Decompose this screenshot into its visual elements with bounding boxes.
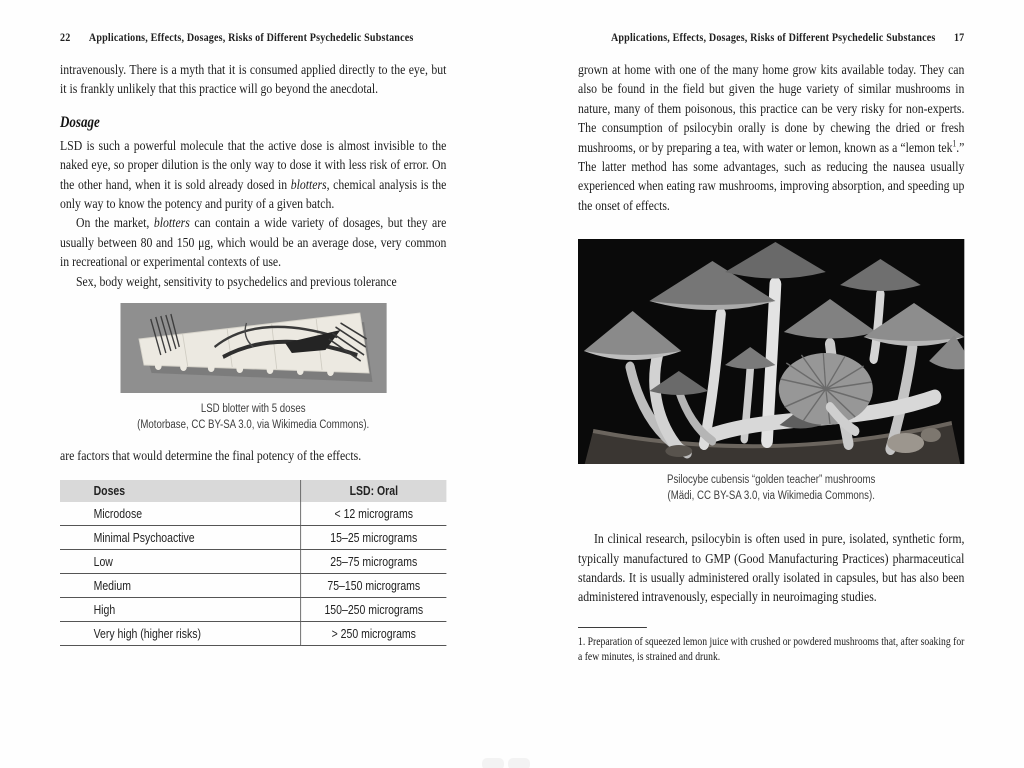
table-row [60,598,446,622]
page-number-right: 17 [953,30,965,44]
paragraph-lsd-dose: LSD is such a powerful molecule that the active dose is almost invisible to the naked eye, so proper dilution is the only way to dose it with less risk of error. On the other hand, when it is sold already dosed in blotters, chemical analysis is the only way to know the potency and purity of a given batch. [60,138,447,213]
blotter-caption [120,402,386,433]
reader-nav-nub-left[interactable] [482,758,504,768]
table-cell-amount: 25–75 micrograms [301,550,447,574]
running-title-left: Applications, Effects, Dosages, Risks of Different Psychedelic Substances [88,30,414,44]
table-cell-amount: 75–150 micrograms [301,574,447,598]
blotter-figure [120,303,386,433]
dose-table [60,480,446,646]
left-page [60,30,446,646]
table-cell-amount: 15–25 micrograms [301,526,447,550]
paragraph-clinical-research: In clinical research, psilocybin is often used in pure, isolated, synthetic form, typically manufactured to GMP (Good Manufacturing Practices) pharmaceutical standards. It is usually administered orally isolated in capsules, but has also been administered intravenously, especially in neuroimaging studies. [578,532,965,606]
dosage-heading: Dosage [60,113,100,131]
dose-table-header-doses: Doses [60,480,301,502]
table-cell-dose: Medium [60,574,301,598]
right-page [578,30,965,666]
dose-table-header-oral: LSD: Oral [301,480,447,502]
table-cell-dose: Minimal Psychoactive [60,526,301,550]
table-row [60,502,446,526]
dose-table-header-row [60,480,446,502]
paragraph-market: On the market, blotters can contain a wide variety of dosages, but they are usually between 80 and 150 μg, which would be an average dose, very common in recreational or experimental contexts of use. [60,216,447,271]
blotter-caption-line2: (Motorbase, CC BY-SA 3.0, via Wikimedia Commons). [137,418,370,431]
table-cell-amount: 150–250 micrograms [301,598,447,622]
table-cell-dose: Low [60,550,301,574]
table-cell-amount: < 12 micrograms [301,502,447,526]
mushroom-caption-line1: Psilocybe cubensis “golden teacher” mushrooms [667,474,876,487]
running-head-right [578,30,964,45]
running-title-right: Applications, Effects, Dosages, Risks of Different Psychedelic Substances [610,30,936,44]
table-row [60,550,446,574]
blotter-caption-line1: LSD blotter with 5 doses [200,403,306,416]
mushroom-photo [578,239,964,464]
table-row [60,574,446,598]
table-cell-dose: Microdose [60,502,301,526]
reader-nav-nub-right[interactable] [508,758,530,768]
table-row [60,526,446,550]
paragraph-intravenous: intravenously. There is a myth that it is consumed applied directly to the eye, but it is frankly unlikely that this practice will go beyond the anecdotal. [60,63,447,98]
lsd-blotter-photo [120,303,386,393]
running-head-left [60,30,446,45]
mushroom-figure [578,239,964,504]
table-cell-dose: Very high (higher risks) [60,622,301,646]
mushroom-caption [578,473,964,504]
paragraph-factors: are factors that would determine the final potency of the effects. [60,449,362,465]
footnote-text: 1. Preparation of squeezed lemon juice with crushed or powdered mushrooms that, after soaking for a few minutes, is strained and drunk. [578,635,965,664]
paragraph-grown-at-home: grown at home with one of the many home grow kits available today. They can also be found in the field but given the huge variety of similar mushrooms in nature, many of them poisonous, this practice can be very risky for non-experts. The consumption of psilocybin orally is done by chewing the dried or fresh mushrooms, or by preparing a tea, with water or lemon, known as a “lemon tek$^1$.” The latter method has some advantages, such as reducing the nausea usually experienced when eating raw mushrooms, improving absorption, and speeding up the onset of effects. [578,63,965,214]
page-number-left: 22 [60,30,71,44]
mushroom-caption-line2: (Mädi, CC BY-SA 3.0, via Wikimedia Commons). [667,489,875,502]
footnote-rule [578,627,647,628]
paragraph-sex-weight: Sex, body weight, sensitivity to psychedelics and previous tolerance [75,274,397,290]
table-cell-dose: High [60,598,301,622]
reader-bottom-control[interactable] [482,758,530,768]
footnote-block [578,627,964,666]
table-cell-amount: > 250 micrograms [301,622,447,646]
table-row [60,622,446,646]
